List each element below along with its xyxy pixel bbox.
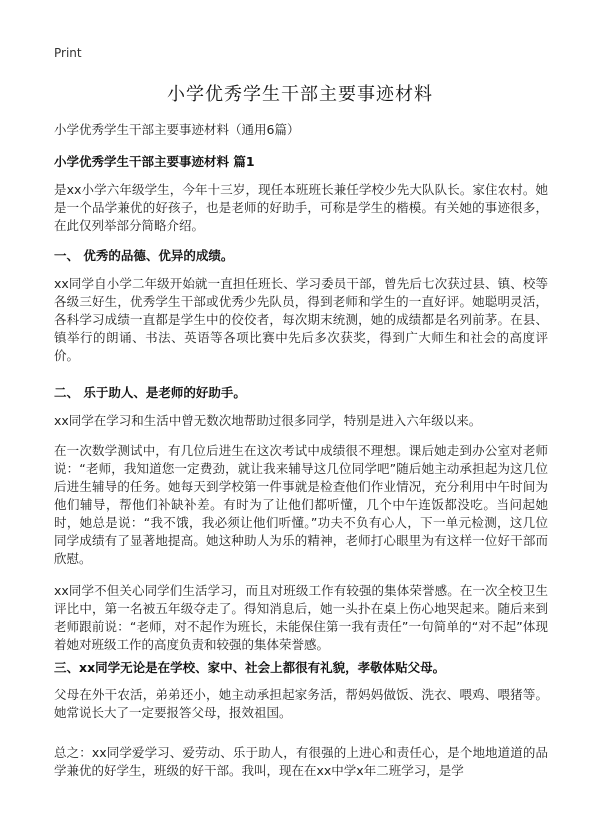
intro-paragraph: 是xx小学六年级学生，今年十三岁，现任本班班长兼任学校少先大队队长。家住农村。她是一个品学兼优的好孩子，也是老师的好助手，可称是学生的楷模。有关她的事迹很多，在此仅列举部分简略介绍。: [54, 182, 548, 233]
section2-paragraph-3: xx同学不但关心同学们生活学习，而且对班级工作有较强的集体荣誉感。在一次全校卫生评比中，第一名被五年级夺走了。得知消息后，她一头扑在桌上伤心地哭起来。随后来到老师跟前说：“老师，对不起作为班长，未能保住第一我有责任”一句简单的“对不起”体现着她对班级工作的高度负责和较强的集体荣誉感。: [54, 583, 548, 652]
section1-paragraph: xx同学自小学二年级开始就一直担任班长、学习委员干部，曾先后七次获过县、镇、校等各级三好生，优秀学生干部或优秀少先队员，得到老师和学生的一直好评。她聪明灵活，各科学习成绩一直都是学生中的佼佼者，每次期末统测，她的成绩都是名列前茅。在县、镇举行的朗诵、书法、英语等各项比赛中先后多次获奖，得到广大师生和社会的高度评价。: [54, 276, 548, 363]
section2-paragraph-2: 在一次数学测试中，有几位后进生在这次考试中成绩很不理想。课后她走到办公室对老师说：“老师，我知道您一定费劲，就让我来辅导这几位同学吧”随后她主动承担起为这几位后进生辅导的任务。她每天到学校第一件事就是检查他们作业情况，充分利用中午时间为他们辅导，帮他们补缺补差。有时为了让他们都听懂，几个中午连饭都没吃。当问起她时，她总是说：“我不饿，我必须让他们听懂。”功夫不负有心人，下一单元检测，这几位同学成绩有了显著地提高。她这种助人为乐的精神，老师打心眼里为有这样一位好干部而欣慰。: [54, 443, 548, 566]
section3-paragraph: 父母在外干农活，弟弟还小，她主动承担起家务活，帮妈妈做饭、洗衣、喂鸡、喂猪等。她常说长大了一定要报答父母，报效祖国。: [54, 687, 548, 720]
print-label[interactable]: Print: [54, 46, 82, 60]
summary-paragraph: 总之：xx同学爱学习、爱劳动、乐于助人，有很强的上进心和责任心，是个地地道道的品学兼优的好学生，班级的好干部。我叫，现在在xx中学x年二班学习，是学: [54, 745, 548, 778]
document-subtitle: 小学优秀学生干部主要事迹材料（通用6篇）: [54, 122, 300, 137]
section2-paragraph-1: xx同学在学习和生活中曾无数次地帮助过很多同学，特别是进入六年级以来。: [54, 413, 482, 428]
document-title: 小学优秀学生干部主要事迹材料: [167, 84, 433, 105]
section1-heading: 一、 优秀的品德、优异的成绩。: [54, 248, 234, 263]
section3-heading: 三、xx同学无论是在学校、家中、社会上都很有礼貌，孝敬体贴父母。: [54, 660, 446, 675]
section2-heading: 二、 乐于助人、是老师的好助手。: [54, 385, 246, 400]
chapter-heading: 小学优秀学生干部主要事迹材料 篇1: [54, 154, 255, 169]
